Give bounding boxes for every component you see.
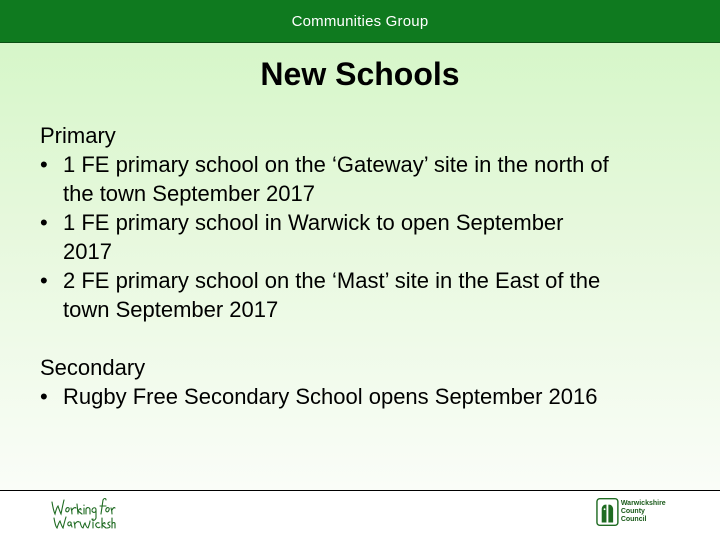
working-for-warwickshire-logo: [48, 494, 116, 532]
council-name-line1: Warwickshire: [620, 500, 666, 507]
bullet-line: 2 FE primary school on the ‘Mast’ site in the East of the: [63, 268, 601, 293]
secondary-heading: Secondary: [40, 355, 146, 380]
bullet-glyph: •: [40, 152, 48, 177]
primary-heading: Primary: [40, 123, 116, 148]
list-item: [40, 266, 680, 324]
council-name: [621, 500, 670, 524]
footer-divider: [0, 490, 720, 491]
bullet-line: town September 2017: [63, 297, 279, 322]
list-item: [40, 150, 680, 208]
content-body: [40, 121, 680, 411]
bullet-line: 1 FE primary school in Warwick to open September: [63, 210, 564, 235]
group-name: Communities Group: [291, 12, 429, 30]
header-bar: [0, 0, 720, 43]
bullet-line: 1 FE primary school on the ‘Gateway’ site in the north of: [63, 152, 609, 177]
bullet-line: Rugby Free Secondary School opens September 2016: [63, 384, 598, 409]
bullet-glyph: •: [40, 210, 48, 235]
bullet-line: 2017: [63, 239, 112, 264]
primary-list: [40, 150, 680, 324]
bullet-glyph: •: [40, 384, 48, 409]
bullet-glyph: •: [40, 268, 48, 293]
page-title: New Schools: [260, 56, 460, 92]
bullet-line: the town September 2017: [63, 181, 315, 206]
council-name-line2: County Council: [620, 508, 647, 523]
list-item: [40, 208, 680, 266]
secondary-list: [40, 382, 680, 411]
bear-and-staff-crest-icon: [596, 497, 619, 527]
warwickshire-county-council-logo: [596, 496, 670, 528]
list-item: [40, 382, 680, 411]
section-gap: [40, 324, 680, 353]
